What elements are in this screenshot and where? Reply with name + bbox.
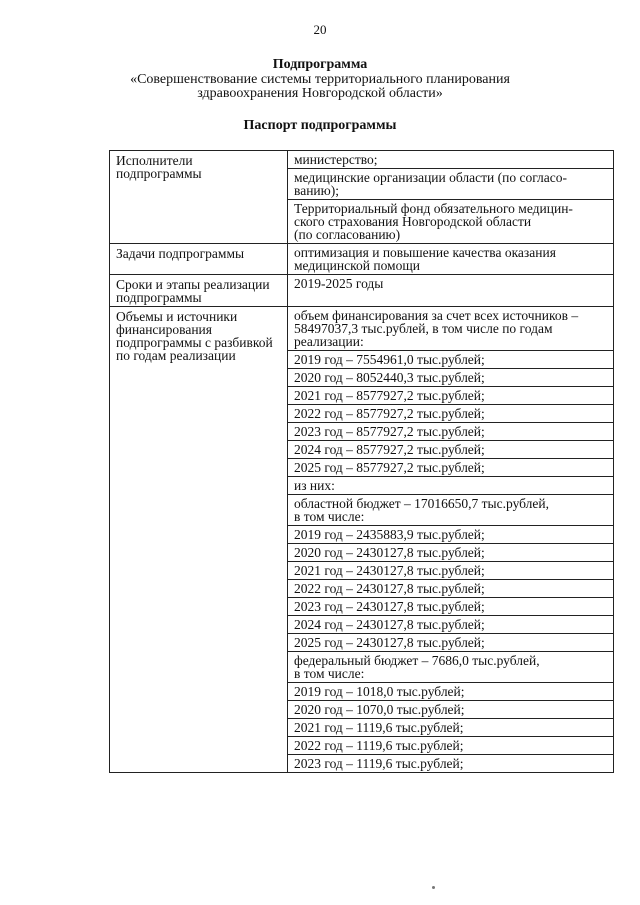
passport-row-label: Исполнители подпрограммы	[110, 151, 288, 244]
passport-value-line: 2025 год – 2430127,8 тыс.рублей;	[288, 633, 613, 651]
passport-title: Паспорт подпрограммы	[243, 118, 397, 133]
passport-value-line: 2021 год – 1119,6 тыс.рублей;	[288, 718, 613, 736]
passport-row-values	[288, 307, 614, 773]
passport-value-line: федеральный бюджет – 7686,0 тыс.рублей, в том числе:	[288, 651, 613, 682]
passport-row	[110, 275, 614, 307]
passport-value-line: 2023 год – 1119,6 тыс.рублей;	[288, 754, 613, 772]
passport-value-line: 2022 год – 1119,6 тыс.рублей;	[288, 736, 613, 754]
passport-value-line: 2021 год – 8577927,2 тыс.рублей;	[288, 386, 613, 404]
passport-value-line: 2019 год – 1018,0 тыс.рублей;	[288, 682, 613, 700]
passport-row	[110, 244, 614, 275]
passport-value-line: 2020 год – 8052440,3 тыс.рублей;	[288, 368, 613, 386]
passport-value-line: 2024 год – 2430127,8 тыс.рублей;	[288, 615, 613, 633]
passport-value-line: медицинские организации области (по согласо- ванию);	[288, 168, 613, 199]
passport-value-line: 2021 год – 2430127,8 тыс.рублей;	[288, 561, 613, 579]
passport-value-line: 2022 год – 8577927,2 тыс.рублей;	[288, 404, 613, 422]
passport-value-line: 2019 год – 2435883,9 тыс.рублей;	[288, 525, 613, 543]
passport-table	[109, 150, 614, 773]
passport-value-line: 2020 год – 2430127,8 тыс.рублей;	[288, 543, 613, 561]
subprogram-heading: Подпрограмма	[272, 57, 368, 72]
passport-row	[110, 307, 614, 773]
scan-speck	[432, 886, 435, 889]
passport-value-line: министерство;	[294, 152, 378, 167]
passport-row-values	[288, 244, 614, 275]
passport-value-line: 2019-2025 годы	[294, 276, 384, 291]
passport-value-line: 2020 год – 1070,0 тыс.рублей;	[288, 700, 613, 718]
passport-value-line: 2023 год – 2430127,8 тыс.рублей;	[288, 597, 613, 615]
passport-value-line: областной бюджет – 17016650,7 тыс.рублей, в том числе:	[288, 494, 613, 525]
passport-row-label: Объемы и источники финансирования подпрограммы с разбивкой по годам реализации	[110, 307, 288, 773]
passport-row-label: Сроки и этапы реализации подпрограммы	[110, 275, 288, 307]
passport-row-label: Задачи подпрограммы	[110, 244, 288, 275]
passport-value-line: оптимизация и повышение качества оказания медицинской помощи	[294, 245, 556, 273]
page-number: 20	[313, 22, 327, 37]
passport-row-values	[288, 151, 614, 244]
passport-value-line: объем финансирования за счет всех источников – 58497037,3 тыс.рублей, в том числе по годам реализации:	[294, 308, 579, 349]
passport-value-line: 2023 год – 8577927,2 тыс.рублей;	[288, 422, 613, 440]
passport-row-values	[288, 275, 614, 307]
passport-table-body	[110, 151, 614, 773]
passport-value-line: 2025 год – 8577927,2 тыс.рублей;	[288, 458, 613, 476]
passport-value-line: 2022 год – 2430127,8 тыс.рублей;	[288, 579, 613, 597]
passport-value-line: Территориальный фонд обязательного медицин- ского страхования Новгородской области (по согласованию)	[288, 199, 613, 243]
passport-value-line: 2019 год – 7554961,0 тыс.рублей;	[288, 350, 613, 368]
passport-value-line: из них:	[288, 476, 613, 494]
subprogram-subtitle: «Совершенствование системы территориального планирования здравоохранения Новгородской области»	[130, 72, 510, 101]
passport-value-line: 2024 год – 8577927,2 тыс.рублей;	[288, 440, 613, 458]
passport-row	[110, 151, 614, 244]
